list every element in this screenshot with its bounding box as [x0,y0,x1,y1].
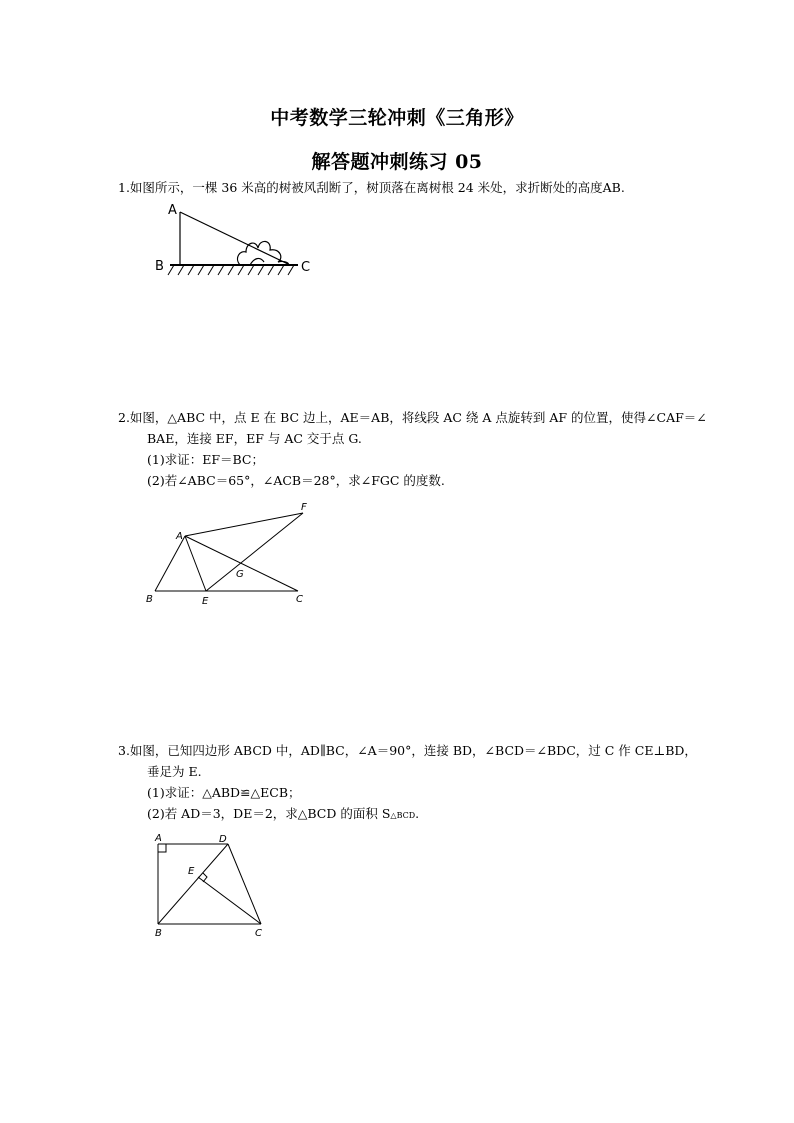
area-subscript: △BCD [390,811,416,820]
broken-top-line [180,212,290,265]
segment-bd [158,844,228,924]
label-b: B [146,594,153,605]
document-subtitle: 解答题冲刺练习 05 [311,151,483,173]
question-3-line-1: 3.如图，已知四边形 ABCD 中，AD∥BC，∠A＝90°，连接 BD，∠BCD＝∠BDC，过 C 作 CE⊥BD， [118,743,697,758]
question-2-part-2: (2)若∠ABC＝65°，∠ACB＝28°，求∠FGC 的度数. [147,473,445,488]
label-c: C [255,928,262,939]
right-angle-mark-a [158,844,166,852]
segment-ab [155,536,185,591]
label-a: A [155,833,162,844]
question-1-figure [150,198,330,283]
segment-ac [185,536,298,591]
question-2-line-2: BAE，连接 EF，EF 与 AC 交于点 G. [147,431,362,446]
segment-af [185,513,303,536]
question-1-text: 1.如图所示，一棵 36 米高的树被风刮断了，树顶落在离树根 24 米处，求折断处的高度AB. [118,180,625,195]
question-2-figure [140,498,320,608]
question-3-part-2-text: (2)若 AD＝3，DE＝2，求△BCD 的面积 S [147,806,391,821]
label-c: C [301,260,311,275]
question-3-figure [148,828,278,940]
label-a: A [168,203,177,218]
segment-ef [206,513,303,591]
question-3-line-2: 垂足为 E. [147,764,202,779]
question-3-part-2-end: . [415,806,420,821]
question-3-part-1: (1)求证：△ABD≌△ECB； [147,785,301,800]
question-3-part-2 [147,806,419,824]
question-2-line-1: 2.如图，△ABC 中，点 E 在 BC 边上，AE＝AB，将线段 AC 绕 A 点旋转到 AF 的位置，使得∠CAF＝∠ [118,410,707,425]
label-c: C [296,594,303,605]
right-angle-mark-e [203,873,207,882]
label-d: D [219,834,227,845]
label-g: G [236,569,244,580]
question-2-part-1: (1)求证：EF＝BC； [147,452,264,467]
document-title: 中考数学三轮冲刺《三角形》 [270,107,524,129]
label-b: B [155,928,162,939]
label-e: E [188,866,195,877]
label-e: E [202,596,209,607]
label-b: B [155,259,164,274]
label-f: F [301,502,307,513]
ground-hatching [168,265,294,275]
label-a: A [176,531,183,542]
